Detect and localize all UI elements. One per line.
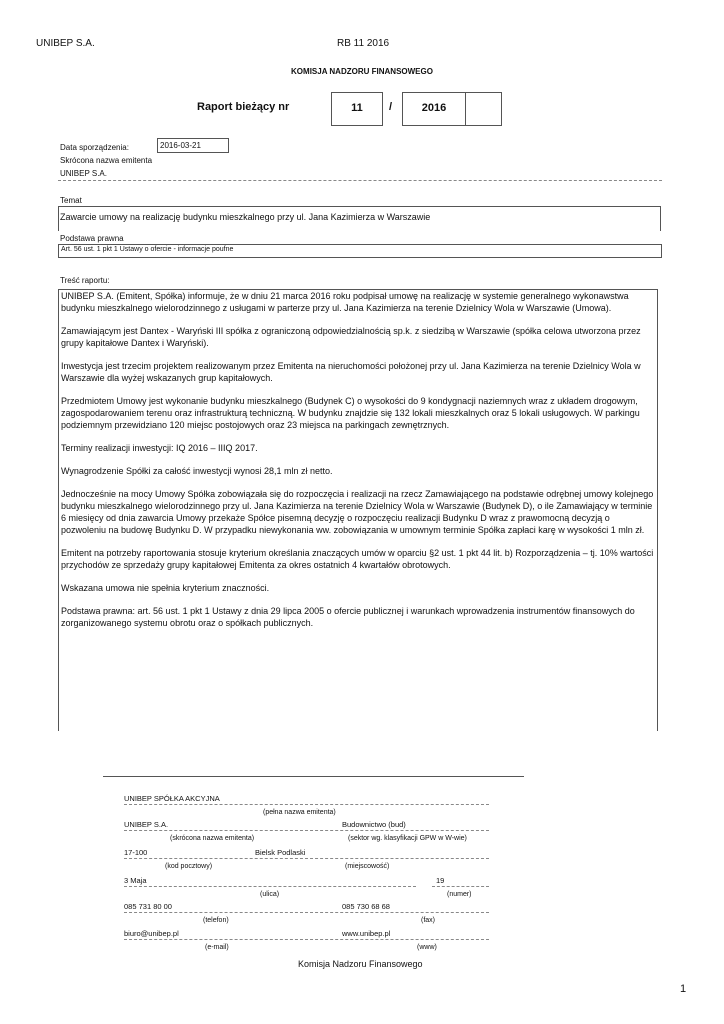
divider [124,912,489,913]
commission-title: KOMISJA NADZORU FINANSOWEGO [291,67,433,76]
footer-sector: Budownictwo (bud) [342,820,406,829]
paragraph: Przedmiotem Umowy jest wykonanie budynku mieszkalnego (Budynek C) o wysokości do 9 kondygnacji naziemnych wraz z układem drogowym, zagospodarowaniem terenu oraz infrastrukturą techniczną. W budynku znajdzie się 132 lokali mieszkalnych oraz 5 lokali usługowych. W parkingu podziemnym przewidziano 120 miejsc postojowych oraz 23 miejsca na parkingach zewnętrznych. [61,396,640,430]
divider [124,886,416,887]
legal-value: Art. 56 ust. 1 pkt 1 Ustawy o ofercie - informacje poufne [61,246,234,253]
paragraph: Wynagrodzenie Spółki za całość inwestycji wynosi 28,1 mln zł netto. [61,466,333,476]
footer-full-name: UNIBEP SPÓŁKA AKCYJNA [124,794,220,803]
divider [58,207,59,231]
fax-caption: (fax) [421,917,435,924]
legal-label: Podstawa prawna [60,234,124,243]
footer-postal: 17-100 [124,848,148,857]
date-label: Data sporządzenia: [60,143,129,152]
paragraph: Emitent na potrzeby raportowania stosuje kryterium określania znaczących umów w oparciu §2 ust. 1 pkt 44 lit. b) Rozporządzenia – tj. 10% wartości przychodów ze sprzedaży grupy kapitałowej Emitenta za okres ostatnich 4 kwartałów obrotowych. [61,548,654,570]
footer-city: Bielsk Podlaski [255,848,306,857]
footer-phone: 085 731 80 00 [124,902,172,911]
paragraph: Inwestycja jest trzecim projektem realizowanym przez Emitenta na nieruchomości położonej przy ul. Jana Kazimierza na terenie Dzielnicy Wola w Warszawie dla wyżej wskazanych grup kapitałowych. [61,361,641,383]
divider [58,180,662,181]
divider [124,830,489,831]
divider [124,858,489,859]
date-box [157,138,229,153]
legal-box [58,244,662,258]
footer-number: 19 [436,876,445,885]
paragraph: Zamawiającym jest Dantex - Waryński III spółka z ograniczoną odpowiedzialnością sp.k. z siedzibą w Warszawie (spółka celowa utworzona przez grupy kapitałowe Dantex i Waryński). [61,326,641,348]
sector-caption: (sektor wg. klasyfikacji GPW w W-wie) [348,835,467,842]
subject-value: Zawarcie umowy na realizację budynku mieszkalnego przy ul. Jana Kazimierza w Warszawie [60,212,431,222]
paragraph: Terminy realizacji inwestycji: IQ 2016 – IIIQ 2017. [61,443,258,453]
paragraph: Jednocześnie na mocy Umowy Spółka zobowiązała się do rozpoczęcia i realizacji na rzecz Zamawiającego na podstawie odrębnej umowy kolejnego budynku mieszkalnego wielorodzinnego przy ul. Jana Kazimierza na terenie Dzielnicy Wola w Warszawie (Budynek D), o ile Zamawiający w terminie 6 miesięcy od dnia zawarcia Umowy przekaże Spółce pisemną decyzję o rozpoczęciu realizacji Budynku D wraz z prawomocną decyzją o pozwoleniu na budowę Budynku D. W przypadku niewykonania ww. zobowiązania w umownym terminie Spółka zapłaci karę w wysokości 1 mln zł. [61,489,654,535]
paragraph: UNIBEP S.A. (Emitent, Spółka) informuje, że w dniu 21 marca 2016 roku podpisał umowę na realizację w systemie generalnego wykonawstwa budynku mieszkalnego wielorodzinnego z usługami w parterze przy ul. Jana Kazimierza na terenie Dzielnicy Wola w Warszawie (Umowa). [61,291,629,313]
report-year-box [402,92,466,126]
footer-fax: 085 730 68 68 [342,902,390,911]
short-name-caption: (skrócona nazwa emitenta) [170,835,255,842]
report-number: 11 [351,102,363,114]
divider [660,207,661,231]
header-report-ref: RB 11 2016 [337,38,390,49]
footer-top-line [103,776,524,777]
report-number-box [331,92,383,126]
report-label: Raport bieżący nr [197,101,290,113]
street-caption: (ulica) [260,891,280,898]
divider [124,804,489,805]
date-value: 2016-03-21 [160,141,201,150]
divider [432,886,489,887]
divider [124,939,489,940]
full-name-caption: (pełna nazwa emitenta) [263,809,336,816]
paragraph: Podstawa prawna: art. 56 ust. 1 pkt 1 Ustawy z dnia 29 lipca 2005 o ofercie publicznej i warunkach wprowadzenia instrumentów finansowych do zorganizowanego systemu obrotu oraz o spółkach publicznych. [61,606,635,628]
email-caption: (e-mail) [205,944,229,951]
report-year: 2016 [421,102,447,114]
header-company: UNIBEP S.A. [36,38,95,49]
paragraph: Wskazana umowa nie spełnia kryterium znaczności. [61,583,270,593]
divider [58,206,661,207]
body-label: Treść raportu: [60,276,110,285]
postal-caption: (kod pocztowy) [165,863,213,870]
phone-caption: (telefon) [203,917,229,924]
short-name-label: Skrócona nazwa emitenta [60,156,153,165]
subject-label: Temat [60,196,82,205]
report-extra-box [465,92,502,126]
page-number: 1 [680,983,687,995]
short-name-value: UNIBEP S.A. [60,169,107,178]
www-caption: (www) [417,944,437,951]
footer-bottom-label: Komisja Nadzoru Finansowego [298,959,423,969]
www-link[interactable]: www.unibep.pl [342,929,391,938]
report-separator: / [389,101,393,113]
footer-www[interactable] [342,929,390,938]
footer-street: 3 Maja [124,876,147,885]
city-caption: (miejscowość) [345,863,390,870]
email-link[interactable]: biuro@unibep.pl [124,929,179,938]
number-caption: (numer) [447,891,472,898]
report-content [58,289,658,731]
footer-short-name: UNIBEP S.A. [124,820,169,829]
footer-email[interactable] [124,929,179,938]
